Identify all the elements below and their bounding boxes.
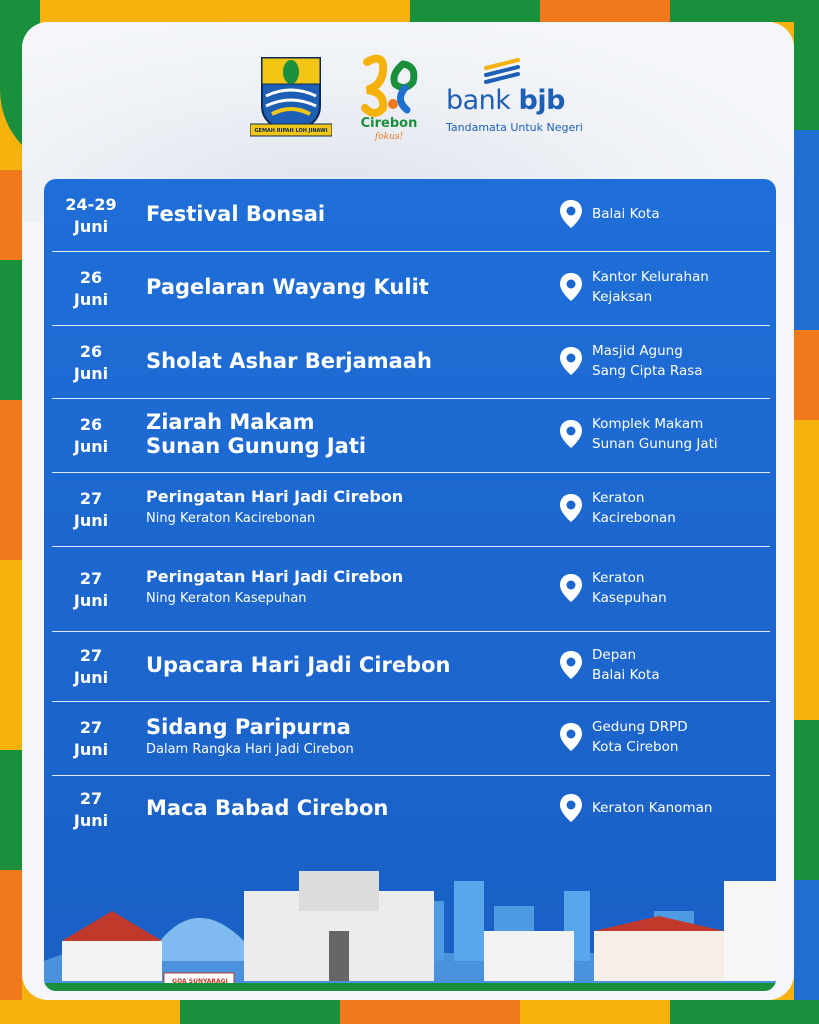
event-date <box>52 488 130 532</box>
event-date <box>52 788 130 832</box>
event-date-day: 27 <box>79 718 103 737</box>
event-location <box>592 568 772 608</box>
bank-name-bold: bjb <box>518 85 565 116</box>
frame-block <box>670 1000 819 1024</box>
event-location <box>592 645 772 685</box>
event-location-line: Balai Kota <box>592 667 660 683</box>
event-location <box>592 414 772 454</box>
event-location-line: Keraton Kanoman <box>592 800 713 816</box>
event-date-month: Juni <box>73 811 109 830</box>
frame-block <box>794 0 819 130</box>
content-card <box>22 22 794 1000</box>
location-pin-icon <box>558 793 584 823</box>
event-location-line: Kejaksan <box>592 289 653 305</box>
event-date <box>52 645 130 689</box>
event-date-month: Juni <box>73 590 109 610</box>
event-date-day: 26 <box>79 268 103 287</box>
event-row <box>52 776 770 844</box>
event-date <box>52 194 130 238</box>
event-date <box>52 568 130 612</box>
event-location-line: Keraton <box>592 490 645 506</box>
event-location-line: Komplek Makam <box>592 416 704 432</box>
event-subtitle: Ning Keraton Kasepuhan <box>146 590 307 606</box>
event-title-text: Pagelaran Wayang Kulit <box>146 275 429 299</box>
event-subtitle: Dalam Rangka Hari Jadi Cirebon <box>146 742 354 757</box>
event-title <box>146 796 546 820</box>
frame-block <box>794 420 819 720</box>
event-date-day: 27 <box>79 568 103 588</box>
event-row <box>52 632 770 702</box>
event-row <box>52 326 770 399</box>
logo-bar <box>22 52 794 162</box>
bank-name-prefix: bank <box>446 85 519 116</box>
event-date-day: 26 <box>79 341 103 361</box>
event-title-line: Ziarah Makam <box>146 410 315 434</box>
event-location-line: Balai Kota <box>592 205 660 222</box>
event-date-month: Juni <box>73 290 109 309</box>
skyline-sign: GOA SUNYARAGI <box>172 978 228 985</box>
event-date-day: 27 <box>79 489 103 508</box>
event-title <box>146 486 546 530</box>
event-date <box>52 341 130 385</box>
frame-block <box>540 0 670 22</box>
frame-block <box>0 1000 180 1024</box>
frame-block <box>0 400 22 560</box>
event-title <box>146 566 546 610</box>
event-location-line: Depan <box>592 647 637 663</box>
event-location-line: Kasepuhan <box>592 589 667 606</box>
frame-block <box>794 330 819 420</box>
frame-block <box>0 260 22 400</box>
event-location <box>592 267 772 307</box>
event-location-line: Kantor Kelurahan <box>592 269 709 285</box>
frame-block <box>410 0 540 22</box>
location-pin-icon <box>558 722 584 752</box>
event-location <box>592 341 772 381</box>
location-pin-icon <box>558 573 584 603</box>
event-row <box>52 252 770 326</box>
bank-name <box>446 85 606 116</box>
event-date-month: Juni <box>73 216 109 236</box>
event-title-text: Sidang Paripurna <box>146 715 351 739</box>
cirebon-festival-logo-icon <box>355 52 425 118</box>
event-title-line: Sunan Gunung Jati <box>146 434 367 458</box>
event-title-text: Festival Bonsai <box>146 201 326 226</box>
event-row <box>52 473 770 547</box>
schedule-panel <box>44 179 776 991</box>
event-location <box>592 488 772 528</box>
location-pin-icon <box>558 346 584 376</box>
event-location-line: Sunan Gunung Jati <box>592 436 718 452</box>
frame-block <box>340 1000 520 1024</box>
event-date <box>52 717 130 761</box>
event-row <box>52 179 770 252</box>
event-date-month: Juni <box>73 740 109 759</box>
event-date <box>52 414 130 458</box>
location-pin-icon <box>558 272 584 302</box>
crest-motto: GEMAH RIPAH LOH JINAWI <box>254 128 328 134</box>
event-title <box>146 202 546 226</box>
frame-block <box>520 1000 670 1024</box>
event-row <box>52 399 770 473</box>
event-date-day: 27 <box>79 646 103 665</box>
event-location-line: Keraton <box>592 569 645 586</box>
event-date <box>52 267 130 311</box>
event-title-text: Sholat Ashar Berjamaah <box>146 348 432 373</box>
event-date-day: 27 <box>79 789 103 808</box>
frame-block <box>110 0 220 22</box>
event-date-month: Juni <box>73 511 109 530</box>
festival-tagline: fokus! <box>374 132 404 142</box>
event-date-month: Juni <box>73 363 109 383</box>
event-title <box>146 275 546 299</box>
event-title-text: Peringatan Hari Jadi Cirebon <box>146 487 404 506</box>
frame-block <box>794 130 819 330</box>
frame-block <box>0 750 22 870</box>
frame-block <box>794 720 819 880</box>
event-location <box>592 717 772 757</box>
city-skyline-illustration <box>44 861 776 991</box>
event-row <box>52 702 770 776</box>
bank-tagline: Tandamata Untuk Negeri <box>446 121 583 134</box>
frame-block <box>0 560 22 750</box>
location-pin-icon <box>558 419 584 449</box>
event-location-line: Masjid Agung <box>592 342 683 359</box>
event-date-day: 24-29 <box>65 194 117 214</box>
event-date-month: Juni <box>73 437 109 456</box>
event-date-day: 26 <box>79 415 103 434</box>
event-title-text: Upacara Hari Jadi Cirebon <box>146 653 451 677</box>
event-title-text: Peringatan Hari Jadi Cirebon <box>146 566 404 586</box>
event-title <box>146 715 546 761</box>
location-pin-icon <box>558 199 584 229</box>
event-title <box>146 349 546 373</box>
event-title <box>146 653 546 677</box>
event-location-line: Kacirebonan <box>592 510 676 526</box>
event-row <box>52 547 770 632</box>
bank-stripes-icon <box>482 58 522 86</box>
event-date-month: Juni <box>73 668 109 687</box>
event-title <box>146 410 546 458</box>
location-pin-icon <box>558 650 584 680</box>
frame-block <box>180 1000 340 1024</box>
event-subtitle: Ning Keraton Kacirebonan <box>146 511 316 526</box>
event-title-text: Maca Babad Cirebon <box>146 796 389 820</box>
event-location-line: Sang Cipta Rasa <box>592 362 703 379</box>
event-location-line: Kota Cirebon <box>592 739 679 755</box>
location-pin-icon <box>558 493 584 523</box>
frame-block <box>0 170 22 260</box>
event-location <box>592 798 772 818</box>
event-location-line: Gedung DRPD <box>592 719 688 735</box>
festival-name: Cirebon <box>360 116 418 131</box>
event-location <box>592 204 772 224</box>
